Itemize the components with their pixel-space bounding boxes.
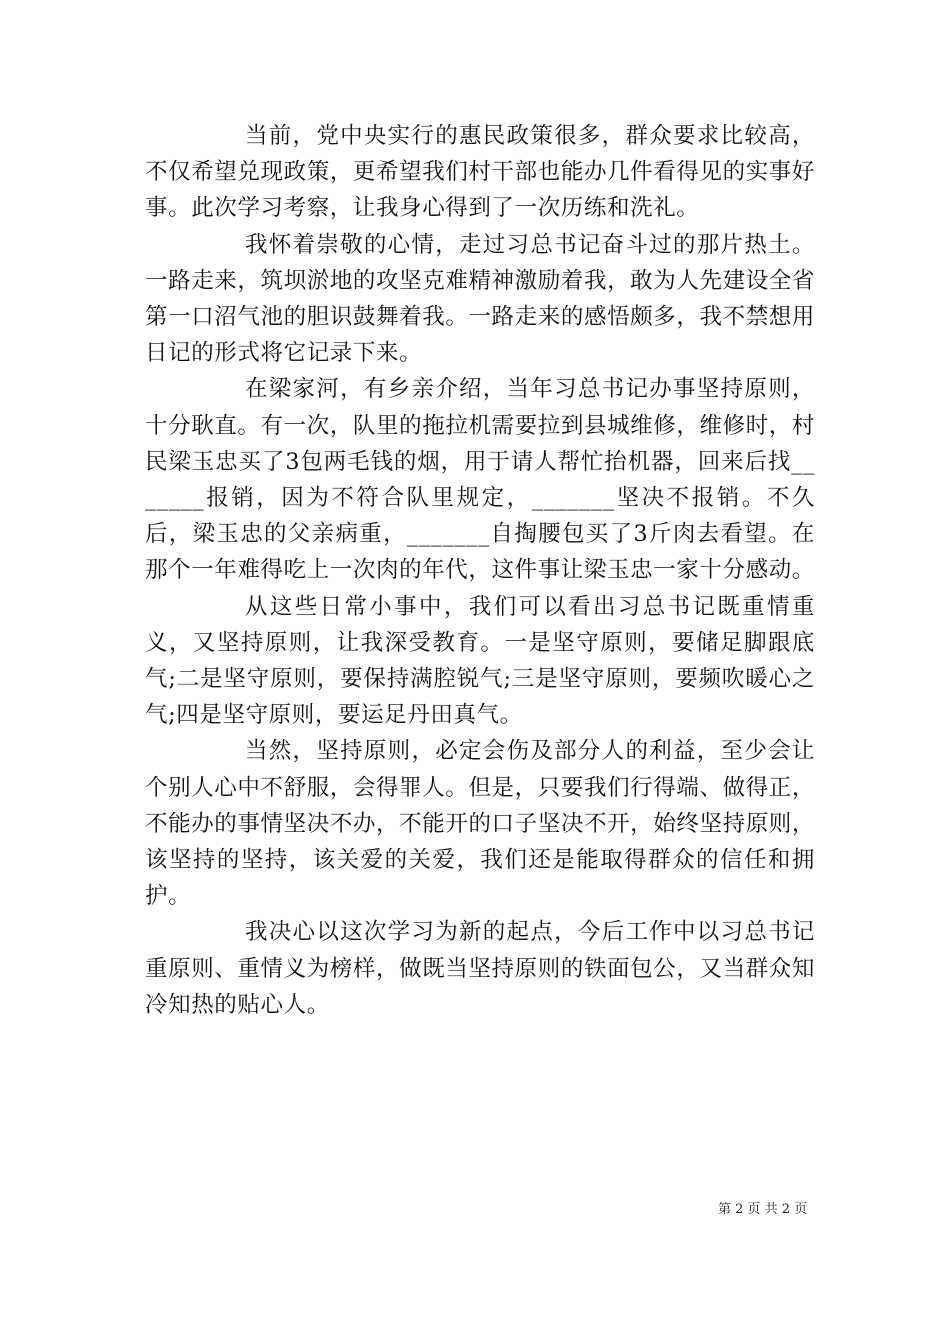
paragraph-4: 从这些日常小事中，我们可以看出习总书记既重情重义，又坚持原则，让我深受教育。一是坚守原则，要储足脚跟底气;二是坚守原则，要保持满腔锐气;三是坚守原则，要频吹暖心之气;四是坚守原则，要运足丹田真气。 xyxy=(145,593,815,729)
page-number-footer: 第 2 页 共 2 页 xyxy=(718,1202,808,1217)
paragraph-2: 我怀着崇敬的心情，走过习总书记奋斗过的那片热土。一路走来，筑坝淤地的攻坚克难精神激励着我，敢为人先建设全省第一口沼气池的胆识鼓舞着我。一路走来的感悟颇多，我不禁想用日记的形式将它记录下来。 xyxy=(145,231,815,367)
paragraph-5: 当然，坚持原则，必定会伤及部分人的利益，至少会让个别人心中不舒服，会得罪人。但是，只要我们行得端、做得正，不能办的事情坚决不办，不能开的口子坚决不开，始终坚持原则，该坚持的坚持，该关爱的关爱，我们还是能取得群众的信任和拥护。 xyxy=(145,738,815,910)
paragraph-6: 我决心以这次学习为新的起点，今后工作中以习总书记重原则、重情义为榜样，做既当坚持原则的铁面包公，又当群众知冷知热的贴心人。 xyxy=(145,919,815,1018)
document-body xyxy=(145,118,815,1023)
paragraph-1: 当前，党中央实行的惠民政策很多，群众要求比较高，不仅希望兑现政策，更希望我们村干部也能办几件看得见的实事好事。此次学习考察，让我身心得到了一次历练和洗礼。 xyxy=(145,123,815,222)
paragraph-3: 在梁家河，有乡亲介绍，当年习总书记办事坚持原则，十分耿直。有一次，队里的拖拉机需要拉到县城维修，维修时，村民梁玉忠买了3包两毛钱的烟，用于请人帮忙抬机器，回来后找_______报销，因为不符合队里规定，_______坚决不报销。不久后，梁玉忠的父亲病重，_______自掏腰包买了3斤肉去看望。在那个一年难得吃上一次肉的年代，这件事让梁玉忠一家十分感动。 xyxy=(145,376,815,584)
